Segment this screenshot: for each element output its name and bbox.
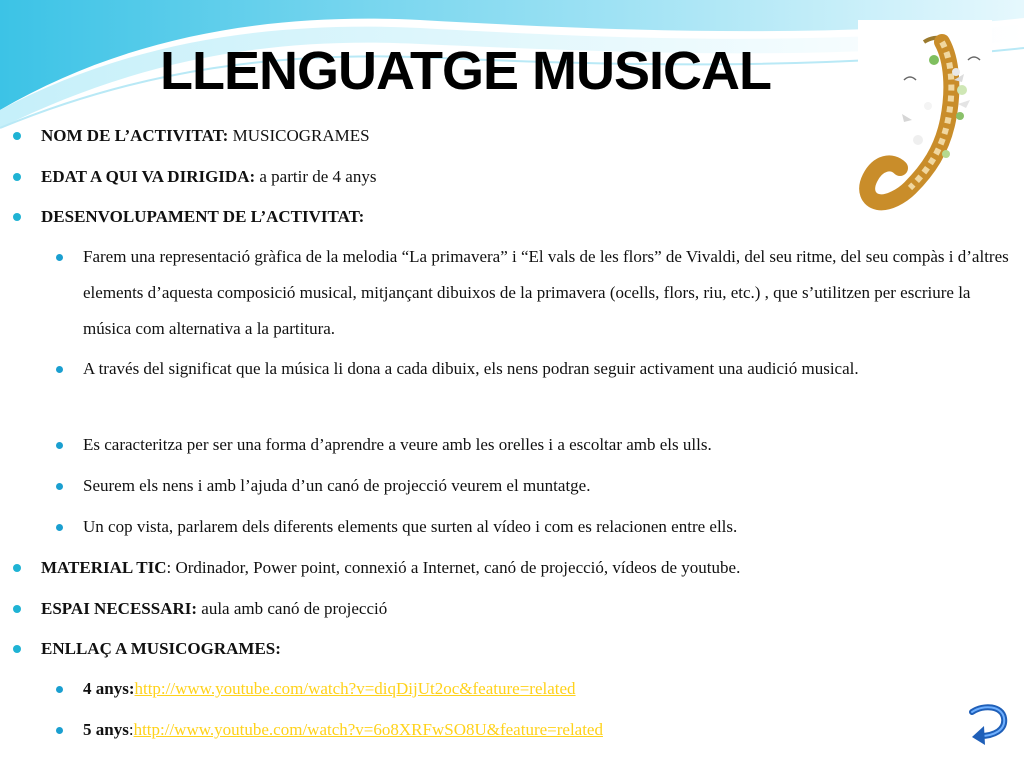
link-4-anys-label: 4 anys: [83,679,135,698]
list-item-desenvolupament [41,207,1001,227]
link-5-anys-sep: : [128,720,134,739]
list-item-material [41,558,1001,578]
link-item-5-anys [83,712,1013,748]
link-4-anys-url[interactable]: http://www.youtube.com/watch?v=diqDijUt2oc&feature=related [134,679,576,698]
espai-text: aula amb canó de projecció [197,599,388,618]
nom-label: NOM DE L’ACTIVITAT: [41,126,229,145]
desenvolupament-label: DESENVOLUPAMENT DE L’ACTIVITAT: [41,207,365,226]
list-item-nom [41,126,1001,146]
return-arrow-icon[interactable] [966,702,1008,746]
link-5-anys-url[interactable]: http://www.youtube.com/watch?v=6o8XRFwSO8U&feature=related [133,720,603,739]
material-label: MATERIAL TIC [41,558,167,577]
nom-text: MUSICOGRAMES [228,126,370,145]
list-item-espai [41,599,1001,619]
sub-item-4: Seurem els nens i amb l’ajuda d’un canó de projecció veurem el muntatge. [83,468,1013,504]
link-5-anys-label: 5 anys [83,720,129,739]
list-item-edat [41,167,1001,187]
sub-item-1: Farem una representació gràfica de la melodia “La primavera” i “El vals de les flors” de Vivaldi, del seu ritme, del seu compàs i d’altres elements d’aquesta composició musical, mitjançant dibuixos de la primavera (ocells, flors, riu, etc.) , que s’utilitzen per escriure la música com alternativa a la partitura. [83,239,1013,347]
edat-label: EDAT A QUI VA DIRIGIDA: [41,167,256,186]
sub-item-5: Un cop vista, parlarem dels diferents elements que surten al vídeo i com es relacionen entre ells. [83,509,1013,545]
edat-text: a partir de 4 anys [255,167,377,186]
enllac-label: ENLLAÇ A MUSICOGRAMES: [41,639,281,658]
sub-item-3: Es caracteritza per ser una forma d’aprendre a veure amb les orelles i a escoltar amb els ulls. [83,427,1013,463]
list-item-enllac [41,639,1001,659]
material-text: : Ordinador, Power point, connexió a Internet, canó de projecció, vídeos de youtube. [166,558,741,577]
sub-item-2: A través del significat que la música li dona a cada dibuix, els nens podran seguir activament una audició musical. [83,351,1013,387]
page-title: LLENGUATGE MUSICAL [160,41,771,101]
link-item-4-anys [83,671,1013,707]
espai-label: ESPAI NECESSARI: [41,599,198,618]
